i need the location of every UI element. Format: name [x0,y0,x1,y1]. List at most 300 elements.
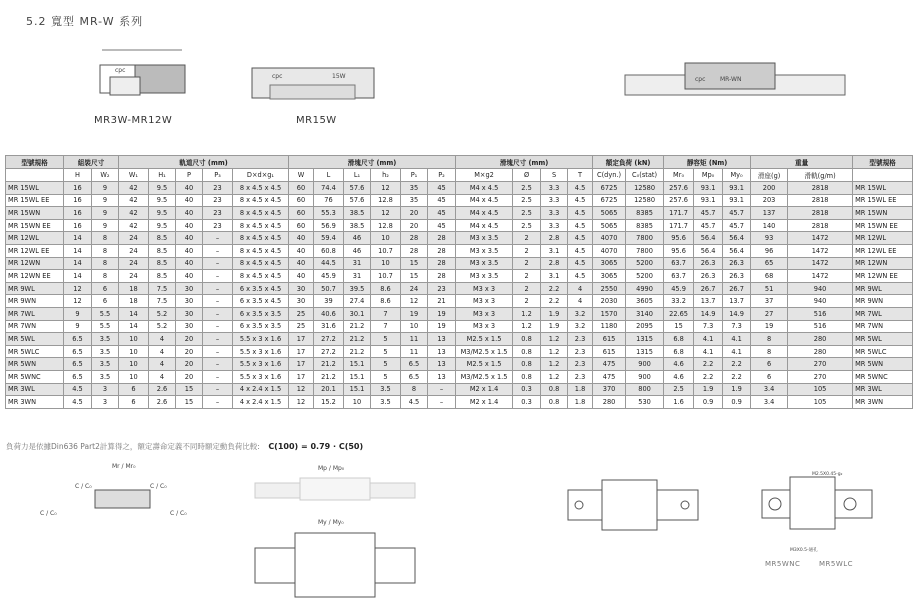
table-cell: 12.8 [371,194,401,207]
table-cell: 63.7 [664,270,694,283]
table-cell: 15 [401,270,428,283]
sub-header-cell: L₁ [344,169,371,182]
brand-label: cpc [115,67,126,74]
table-cell: 45.9 [664,282,694,295]
table-cell: 1472 [788,232,853,245]
table-cell: 16 [64,194,92,207]
table-cell: 30 [176,295,203,308]
table-cell: M3/M2.5 x 1.5 [456,345,513,358]
table-cell: 475 [593,370,626,383]
table-cell: 23 [428,282,456,295]
table-cell: 6.5 [64,358,92,371]
table-cell: 5.5 [92,307,119,320]
model-cell: MR 12WN EE [6,270,64,283]
table-cell: 20 [401,219,428,232]
table-cell: 10 [119,370,149,383]
table-cell: M3 x 3.5 [456,270,513,283]
table-cell: 28 [428,270,456,283]
table-cell: 9 [64,320,92,333]
table-cell: 270 [788,370,853,383]
table-cell: 35 [401,182,428,195]
table-cell: 3.1 [541,244,568,257]
header-block: 滑塊尺寸 (mm) [289,156,456,169]
table-cell: 2.6 [149,383,176,396]
table-cell: 4.1 [694,345,723,358]
table-cell: 56.9 [314,219,344,232]
table-cell: 23 [203,182,233,195]
table-cell: 8 [751,345,788,358]
table-cell: 370 [593,383,626,396]
table-cell: 3.2 [568,320,593,333]
table-cell: 2.3 [568,358,593,371]
table-row [6,320,913,333]
table-cell: 0.9 [694,396,723,409]
table-cell: 10 [371,257,401,270]
table-cell: 4070 [593,244,626,257]
table-row [6,383,913,396]
table-cell: 1.9 [694,383,723,396]
table-cell: 30 [176,320,203,333]
table-cell: 1.2 [541,358,568,371]
table-cell: 3.3 [541,182,568,195]
table-cell: 76 [314,194,344,207]
table-cell: 10.7 [371,244,401,257]
table-cell: – [203,333,233,346]
table-cell: 9 [92,194,119,207]
table-cell: 8 [92,270,119,283]
sub-header-cell: Mr₀ [664,169,694,182]
table-cell: 4 [149,370,176,383]
table-cell: 10 [344,396,371,409]
model-cell: MR 5WLC [853,345,913,358]
table-cell: 3065 [593,270,626,283]
table-cell: 12 [289,383,314,396]
model-cell: MR 12WL EE [6,244,64,257]
sub-header-cell: S [541,169,568,182]
table-cell: 68 [751,270,788,283]
model-label: 15W [332,73,346,80]
table-cell: 2.8 [541,232,568,245]
table-cell: M3 x 3 [456,307,513,320]
table-cell: 45 [428,194,456,207]
model-cell: MR 7WN [853,320,913,333]
table-cell: 12 [401,295,428,308]
table-cell: 280 [788,333,853,346]
table-cell: 26.3 [694,257,723,270]
table-cell: 6725 [593,182,626,195]
model-cell: MR 7WN [6,320,64,333]
table-cell: 0.3 [513,396,541,409]
table-cell: 7.3 [723,320,751,333]
table-cell: 19 [428,320,456,333]
table-row [6,194,913,207]
table-cell: 57.6 [344,194,371,207]
table-cell: – [428,396,456,409]
table-cell: 3.4 [751,383,788,396]
header-weight: 重量 [751,156,853,169]
model-cell: MR 5WN [853,358,913,371]
table-cell: 12 [64,282,92,295]
table-cell: 27.2 [314,333,344,346]
table-cell: 24 [119,270,149,283]
table-cell: 14 [119,307,149,320]
model-cell: MR 7WL [6,307,64,320]
table-cell: 24 [119,244,149,257]
table-cell: 63.7 [664,257,694,270]
table-cell: – [203,244,233,257]
model-cell: MR 15WN [853,207,913,220]
table-cell: 8 [751,333,788,346]
mr-label: Mr / Mr₀ [112,463,136,470]
table-cell: 17 [289,345,314,358]
table-cell: 1.9 [541,320,568,333]
table-cell: 45.7 [723,219,751,232]
table-cell: M3 x 3.5 [456,244,513,257]
load-label: C / C₀ [75,483,92,490]
sub-header-cell: C(dyn.) [593,169,626,182]
table-cell: 12580 [626,194,664,207]
table-cell: 2.2 [541,282,568,295]
table-cell: 23 [203,194,233,207]
table-cell: 24 [119,232,149,245]
table-cell: 8.5 [149,270,176,283]
table-cell: 6 x 3.5 x 4.5 [233,295,289,308]
note-text: 負荷力是依據Din636 Part2計算得之，額定壽命定義不同時額定動負荷比較: [6,442,260,451]
table-cell: 4 [568,295,593,308]
cross-section-diagram [80,45,200,115]
sub-header-cell: My₀ [723,169,751,182]
table-cell: 1472 [788,244,853,257]
table-cell: 14 [64,244,92,257]
table-cell: 50.7 [314,282,344,295]
table-cell: M2 x 1.4 [456,383,513,396]
sub-header-row [6,169,913,182]
table-cell: 105 [788,396,853,409]
table-cell: M2 x 1.4 [456,396,513,409]
table-cell: 4.5 [568,207,593,220]
table-row [6,282,913,295]
table-cell: 8 [92,244,119,257]
table-cell: 25 [289,320,314,333]
table-cell: 45.7 [694,207,723,220]
table-cell: – [428,383,456,396]
table-cell: – [203,270,233,283]
table-cell: 8 [401,383,428,396]
table-cell: 60.8 [314,244,344,257]
table-cell: 74.4 [314,182,344,195]
table-cell: 38.5 [344,219,371,232]
table-cell: 8.5 [149,232,176,245]
table-cell: – [203,358,233,371]
table-cell: 270 [788,358,853,371]
table-cell: 13 [428,345,456,358]
table-cell: 6.8 [664,333,694,346]
model-cell: MR 7WL [853,307,913,320]
header-model: 型號規格 [6,156,64,169]
table-cell: 7.5 [149,295,176,308]
table-cell: 93.1 [723,194,751,207]
table-cell: 1.6 [664,396,694,409]
table-cell: 2 [513,270,541,283]
table-cell: 6 [751,358,788,371]
table-cell: 3.5 [92,358,119,371]
mp-label: Mp / Mp₀ [318,465,345,472]
table-cell: 171.7 [664,207,694,220]
model-cell: MR 12WL [6,232,64,245]
table-cell: 39 [314,295,344,308]
table-cell: 40 [176,207,203,220]
table-row [6,307,913,320]
section-title: 5.2 寬型 MR-W 系列 [26,15,144,28]
table-cell: 5 [371,358,401,371]
table-cell: 4 [149,333,176,346]
group-header-row [6,156,913,169]
table-cell: 2.3 [568,370,593,383]
table-cell: 42 [119,182,149,195]
table-row [6,345,913,358]
table-cell: 9 [64,307,92,320]
table-cell: 60 [289,219,314,232]
table-cell: 4.5 [568,270,593,283]
table-cell: 2818 [788,207,853,220]
side-view-diagram [615,45,855,125]
table-cell: 44.5 [314,257,344,270]
model-cell: MR 12WN EE [853,270,913,283]
table-cell: 40 [289,244,314,257]
table-cell: M3 x 3.5 [456,232,513,245]
table-cell: 2 [513,232,541,245]
table-cell: 10 [401,320,428,333]
table-cell: 9.5 [149,194,176,207]
table-cell: 55.3 [314,207,344,220]
table-cell: 5.5 x 3 x 1.6 [233,358,289,371]
table-cell: 18 [119,282,149,295]
table-cell: M3/M2.5 x 1.5 [456,370,513,383]
table-row [6,295,913,308]
model-label: MR-WN [720,76,742,83]
table-cell: 257.6 [664,182,694,195]
table-cell: 56.4 [723,244,751,257]
sub-header-cell: W₁ [119,169,149,182]
table-cell: 8 x 4.5 x 4.5 [233,207,289,220]
table-cell: 14.9 [694,307,723,320]
table-cell: 12 [64,295,92,308]
table-cell: 6 [92,295,119,308]
model-cell: MR 5WL [853,333,913,346]
table-cell: 18 [119,295,149,308]
table-cell: M2.5 x 1.5 [456,333,513,346]
table-cell: 56.4 [723,232,751,245]
table-cell: 6 x 3.5 x 3.5 [233,307,289,320]
table-cell: 6.5 [64,333,92,346]
table-cell: 21.2 [344,320,371,333]
table-cell: 30 [289,295,314,308]
model-cell: MR 12WN [6,257,64,270]
table-cell: 4.5 [568,219,593,232]
table-cell: 3 [92,396,119,409]
table-row [6,270,913,283]
table-cell: 2095 [626,320,664,333]
table-cell: 1.2 [513,307,541,320]
sub-header-blank [6,169,64,182]
sub-header-cell: P₂ [428,169,456,182]
table-cell: 13 [428,333,456,346]
table-cell: 280 [593,396,626,409]
table-cell: 33.2 [664,295,694,308]
sub-header-cell: 滑座(g) [751,169,788,182]
table-cell: 5065 [593,219,626,232]
table-cell: 17 [289,333,314,346]
table-cell: 5 [371,345,401,358]
table-row [6,370,913,383]
table-cell: 516 [788,307,853,320]
table-cell: 13.7 [723,295,751,308]
table-cell: 40 [289,232,314,245]
table-cell: 51 [751,282,788,295]
table-cell: 615 [593,345,626,358]
table-cell: 45.7 [694,219,723,232]
table-row [6,358,913,371]
table-cell: 5065 [593,207,626,220]
table-cell: – [203,345,233,358]
table-cell: 5 [371,370,401,383]
table-cell: 21.2 [344,333,371,346]
table-cell: 20.1 [314,383,344,396]
table-cell: 1.9 [723,383,751,396]
table-cell: 900 [626,370,664,383]
table-cell: – [203,295,233,308]
table-cell: M3 x 3 [456,295,513,308]
table-cell: 93 [751,232,788,245]
table-cell: 4.5 [401,396,428,409]
table-cell: 15.1 [344,383,371,396]
table-cell: 2818 [788,182,853,195]
table-cell: 9 [92,219,119,232]
table-cell: 15 [176,396,203,409]
table-cell: 4.1 [694,333,723,346]
table-cell: 30 [176,282,203,295]
table-cell: 4 x 2.4 x 1.5 [233,383,289,396]
table-cell: 3.5 [92,333,119,346]
table-cell: 10 [371,232,401,245]
table-cell: 9 [92,182,119,195]
table-cell: 2.5 [513,194,541,207]
model-cell: MR 9WN [6,295,64,308]
table-cell: 5200 [626,257,664,270]
table-cell: 2.5 [513,182,541,195]
table-cell: 10 [119,358,149,371]
table-cell: 4 [568,282,593,295]
sub-header-cell: L [314,169,344,182]
table-cell: 4.1 [723,333,751,346]
table-cell: 6 [751,370,788,383]
sub-header-cell: W [289,169,314,182]
table-cell: 6.5 [401,358,428,371]
table-cell: 3 [92,383,119,396]
table-cell: 9.5 [149,182,176,195]
table-cell: 5.5 x 3 x 1.6 [233,345,289,358]
table-cell: 0.8 [513,370,541,383]
table-cell: 30 [289,282,314,295]
table-cell: 8 x 4.5 x 4.5 [233,219,289,232]
table-cell: 4.5 [568,232,593,245]
table-cell: 4.5 [568,182,593,195]
table-cell: 0.8 [513,333,541,346]
table-cell: 200 [751,182,788,195]
table-cell: 12.8 [371,219,401,232]
table-row [6,219,913,232]
callout-top: M2.5X0.45-g₂ [812,472,843,477]
table-cell: 11 [401,333,428,346]
load-note [6,441,363,452]
table-cell: 13 [428,358,456,371]
table-cell: 2.8 [541,257,568,270]
table-cell: 8 x 4.5 x 4.5 [233,257,289,270]
table-cell: 615 [593,333,626,346]
table-cell: 40 [176,232,203,245]
table-cell: 15 [401,257,428,270]
model-cell: MR 3WL [853,383,913,396]
table-cell: 93.1 [723,182,751,195]
model-cell: MR 3WN [853,396,913,409]
table-cell: 40 [176,194,203,207]
table-cell: 15.2 [314,396,344,409]
table-cell: 4.5 [64,383,92,396]
table-cell: 9.5 [149,207,176,220]
table-cell: 203 [751,194,788,207]
table-cell: 8 [92,257,119,270]
table-cell: 40 [289,257,314,270]
table-cell: 2.2 [723,370,751,383]
model-cell: MR 9WL [853,282,913,295]
load-label: C / C₀ [150,483,167,490]
table-cell: 93.1 [694,194,723,207]
table-cell: 6 x 3.5 x 3.5 [233,320,289,333]
table-cell: 40 [176,219,203,232]
table-cell: – [203,370,233,383]
table-cell: 28 [401,244,428,257]
table-cell: 14 [64,257,92,270]
sub-header-cell: P₁ [401,169,428,182]
table-cell: M4 x 4.5 [456,207,513,220]
table-cell: 1180 [593,320,626,333]
table-cell: 3065 [593,257,626,270]
table-cell: 8 x 4.5 x 4.5 [233,194,289,207]
table-cell: 15.1 [344,370,371,383]
pitch-yaw-diagram [250,458,420,598]
sub-header-cell: Ø [513,169,541,182]
table-cell: 4 x 2.4 x 1.5 [233,396,289,409]
header-block-2: 滑塊尺寸 (mm) [456,156,593,169]
table-cell: 26.3 [723,257,751,270]
table-row [6,232,913,245]
table-cell: 4.5 [568,257,593,270]
table-cell: 1.2 [513,320,541,333]
table-cell: 6 x 3.5 x 4.5 [233,282,289,295]
table-cell: 3.1 [541,270,568,283]
table-cell: 5.5 x 3 x 1.6 [233,333,289,346]
sub-header-cell: P [176,169,203,182]
table-cell: 30 [176,307,203,320]
caption-mr5wnc: MR5WNC [765,560,801,568]
table-cell: 0.8 [513,345,541,358]
table-cell: 14.9 [723,307,751,320]
model-cell: MR 5WL [6,333,64,346]
table-cell: 1472 [788,270,853,283]
table-cell: M4 x 4.5 [456,182,513,195]
table-cell: 28 [401,232,428,245]
table-cell: 27.2 [314,345,344,358]
